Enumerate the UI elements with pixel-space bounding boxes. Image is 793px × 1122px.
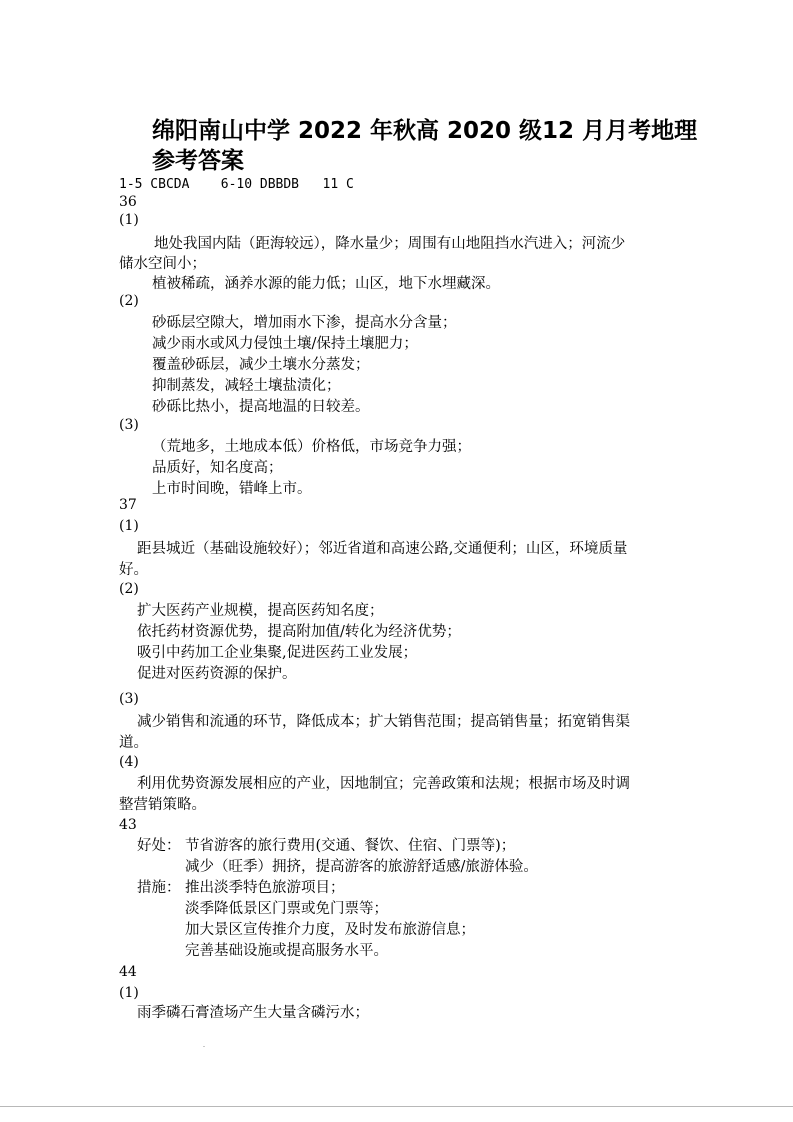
document-title [152,116,712,176]
q43-measure-line: 完善基础设施或提高服务水平。 [185,943,388,959]
q37-part2-line: 促进对医药资源的保护。 [137,666,297,682]
q36-part1-line: 地处我国内陆（距海较远），降水量少；周围有山地阻挡水汽进入；河流少 [154,236,626,252]
q36-part1-line: 储水空间小； [119,256,206,272]
q36-part3-line: 品质好，知名度高； [152,460,283,476]
title-line-1: 绵阳南山中学 2022 年秋高 2020 级12 月月考地理 [152,118,698,144]
q36-part2-line: 覆盖砂砾层，减少土壤水分蒸发； [152,357,370,373]
q36-part2-line: 抑制蒸发，减轻土壤盐渍化； [152,378,341,394]
q36-part3-line: （荒地多，土地成本低）价格低，市场竞争力强； [152,439,471,455]
q37-part1-label: (1) [119,518,139,534]
q43-measure-line: 加大景区宣传推介力度，及时发布旅游信息； [185,922,475,938]
scan-speck [203,1046,205,1047]
q37-part4-line: 整营销策略。 [119,797,206,813]
q36-part3-line: 上市时间晚，错峰上市。 [152,481,312,497]
q37-part4-label: (4) [119,754,139,770]
q36-part1-line: 植被稀疏，涵养水源的能力低；山区，地下水埋藏深。 [152,276,500,292]
q37-part1-line: 好。 [119,562,148,578]
q37-part3-line: 道。 [119,735,148,751]
question-44-number: 44 [119,964,137,980]
q37-part2-line: 依托药材资源优势，提高附加值/转化为经济优势； [137,624,461,640]
q44-part1-label: (1) [119,985,139,1001]
q37-part3-line: 减少销售和流通的环节，降低成本；扩大销售范围；提高销售量；拓宽销售渠 [137,714,630,730]
q37-part4-line: 利用优势资源发展相应的产业，因地制宜；完善政策和法规；根据市场及时调 [137,776,630,792]
q43-benefit-line: 节省游客的旅行费用(交通、餐饮、住宿、门票等)； [185,838,516,854]
question-37-number: 37 [119,497,137,513]
q36-part2-line: 砂砾比热小，提高地温的日较差。 [152,399,370,415]
q43-benefit-line: 减少（旺季）拥挤，提高游客的旅游舒适感/旅游体验。 [185,859,538,875]
q37-part2-line: 吸引中药加工企业集聚,促进医药工业发展； [137,645,418,661]
q43-measure-line: 推出淡季特色旅游项目； [185,880,345,896]
question-36-number: 36 [119,194,137,210]
title-line-2: 参考答案 [152,148,244,174]
q36-part3-label: (3) [119,417,139,433]
question-43-number: 43 [119,817,137,833]
q37-part1-line: 距县城近（基础设施较好）；邻近省道和高速公路,交通便利；山区，环境质量 [137,541,628,557]
multiple-choice-answers: 1-5 CBCDA 6-10 DBBDB 11 C [119,177,354,192]
q36-part2-line: 减少雨水或风力侵蚀土壤/保持土壤肥力； [152,336,418,352]
q36-part2-line: 砂砾层空隙大，增加雨水下渗，提高水分含量； [152,315,457,331]
page-bottom-divider [0,1106,793,1107]
q37-part3-label: (3) [119,691,139,707]
q36-part2-label: (2) [119,293,139,309]
q43-benefit-label: 好处： [137,838,181,854]
q36-part1-label: (1) [119,212,139,228]
q43-measure-label: 措施： [137,880,181,896]
q43-measure-line: 淡季降低景区门票或免门票等； [185,901,388,917]
q37-part2-label: (2) [119,581,139,597]
q37-part2-line: 扩大医药产业规模，提高医药知名度； [137,603,384,619]
q44-part1-line: 雨季磷石膏渣场产生大量含磷污水； [137,1005,369,1021]
